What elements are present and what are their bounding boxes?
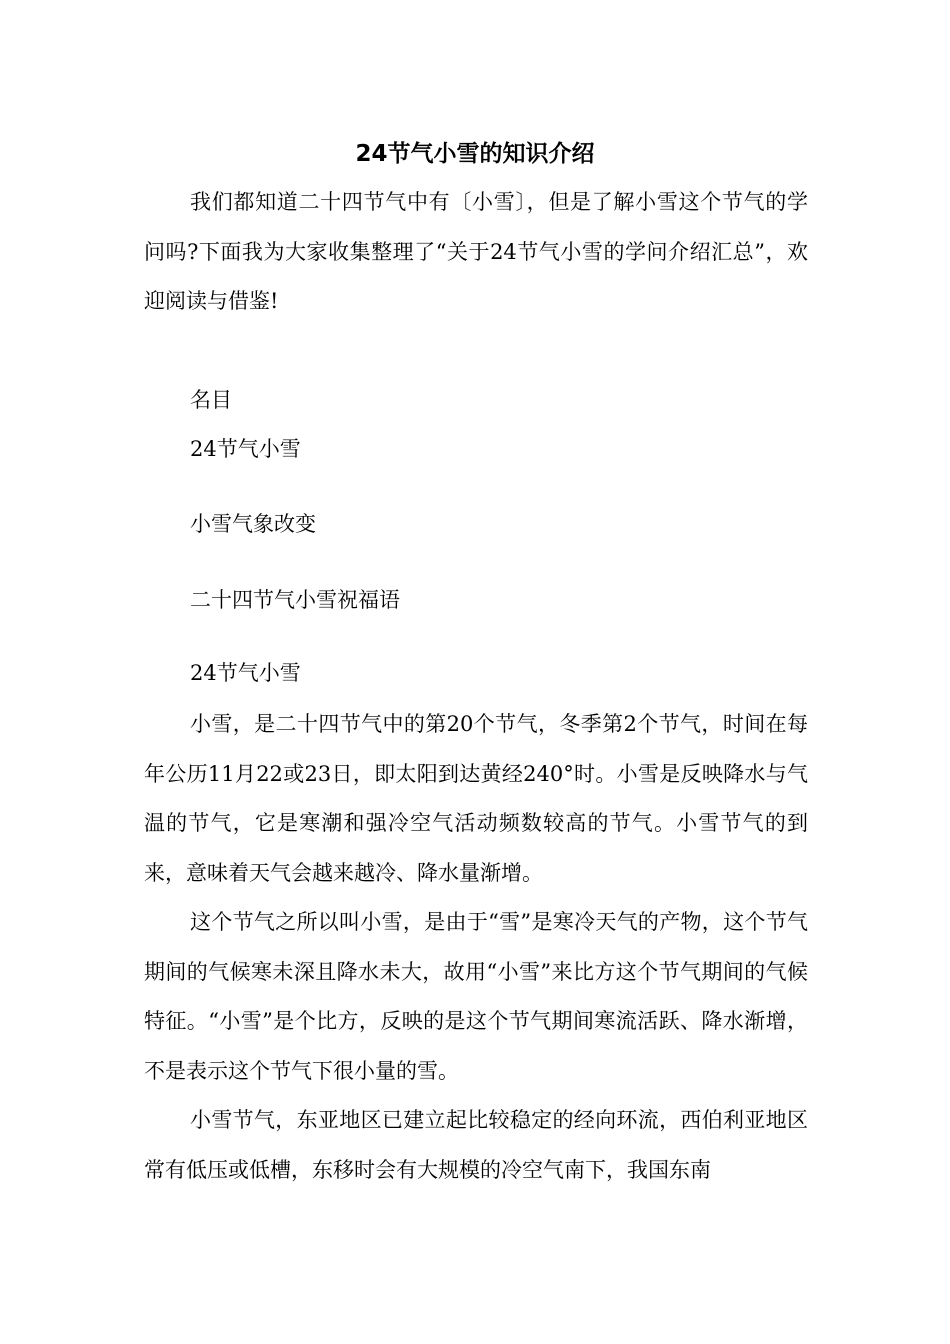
intro-paragraph: 我们都知道二十四节气中有〔小雪〕，但是了解小雪这个节气的学问吗?下面我为大家收集整理了“关于24节气小雪的学问介绍汇总”，欢迎阅读与借鉴! bbox=[144, 190, 808, 313]
toc-item: 二十四节气小雪祝福语 bbox=[190, 588, 400, 612]
document-title: 24节气小雪的知识介绍 bbox=[355, 141, 595, 167]
section-heading: 24节气小雪 bbox=[190, 661, 301, 685]
toc-heading: 名目 bbox=[190, 388, 232, 412]
body-paragraph: 这个节气之所以叫小雪，是由于“雪”是寒冷天气的产物，这个节气期间的气候寒未深且降水未大，故用“小雪”来比方这个节气期间的气候特征。“小雪”是个比方，反映的是这个节气期间寒流活跃、降水渐增，不是表示这个节气下很小量的雪。 bbox=[144, 910, 808, 1083]
toc-item: 小雪气象改变 bbox=[190, 512, 316, 536]
body-paragraph: 小雪节气，东亚地区已建立起比较稳定的经向环流，西伯利亚地区常有低压或低槽，东移时会有大规模的冷空气南下，我国东南 bbox=[144, 1108, 808, 1182]
body-paragraph: 小雪，是二十四节气中的第20个节气，冬季第2个节气，时间在每年公历11月22或23日，即太阳到达黄经240°时。小雪是反映降水与气温的节气，它是寒潮和强冷空气活动频数较高的节气。小雪节气的到来，意味着天气会越来越冷、降水量渐增。 bbox=[144, 712, 808, 885]
toc-item: 24节气小雪 bbox=[190, 437, 301, 461]
